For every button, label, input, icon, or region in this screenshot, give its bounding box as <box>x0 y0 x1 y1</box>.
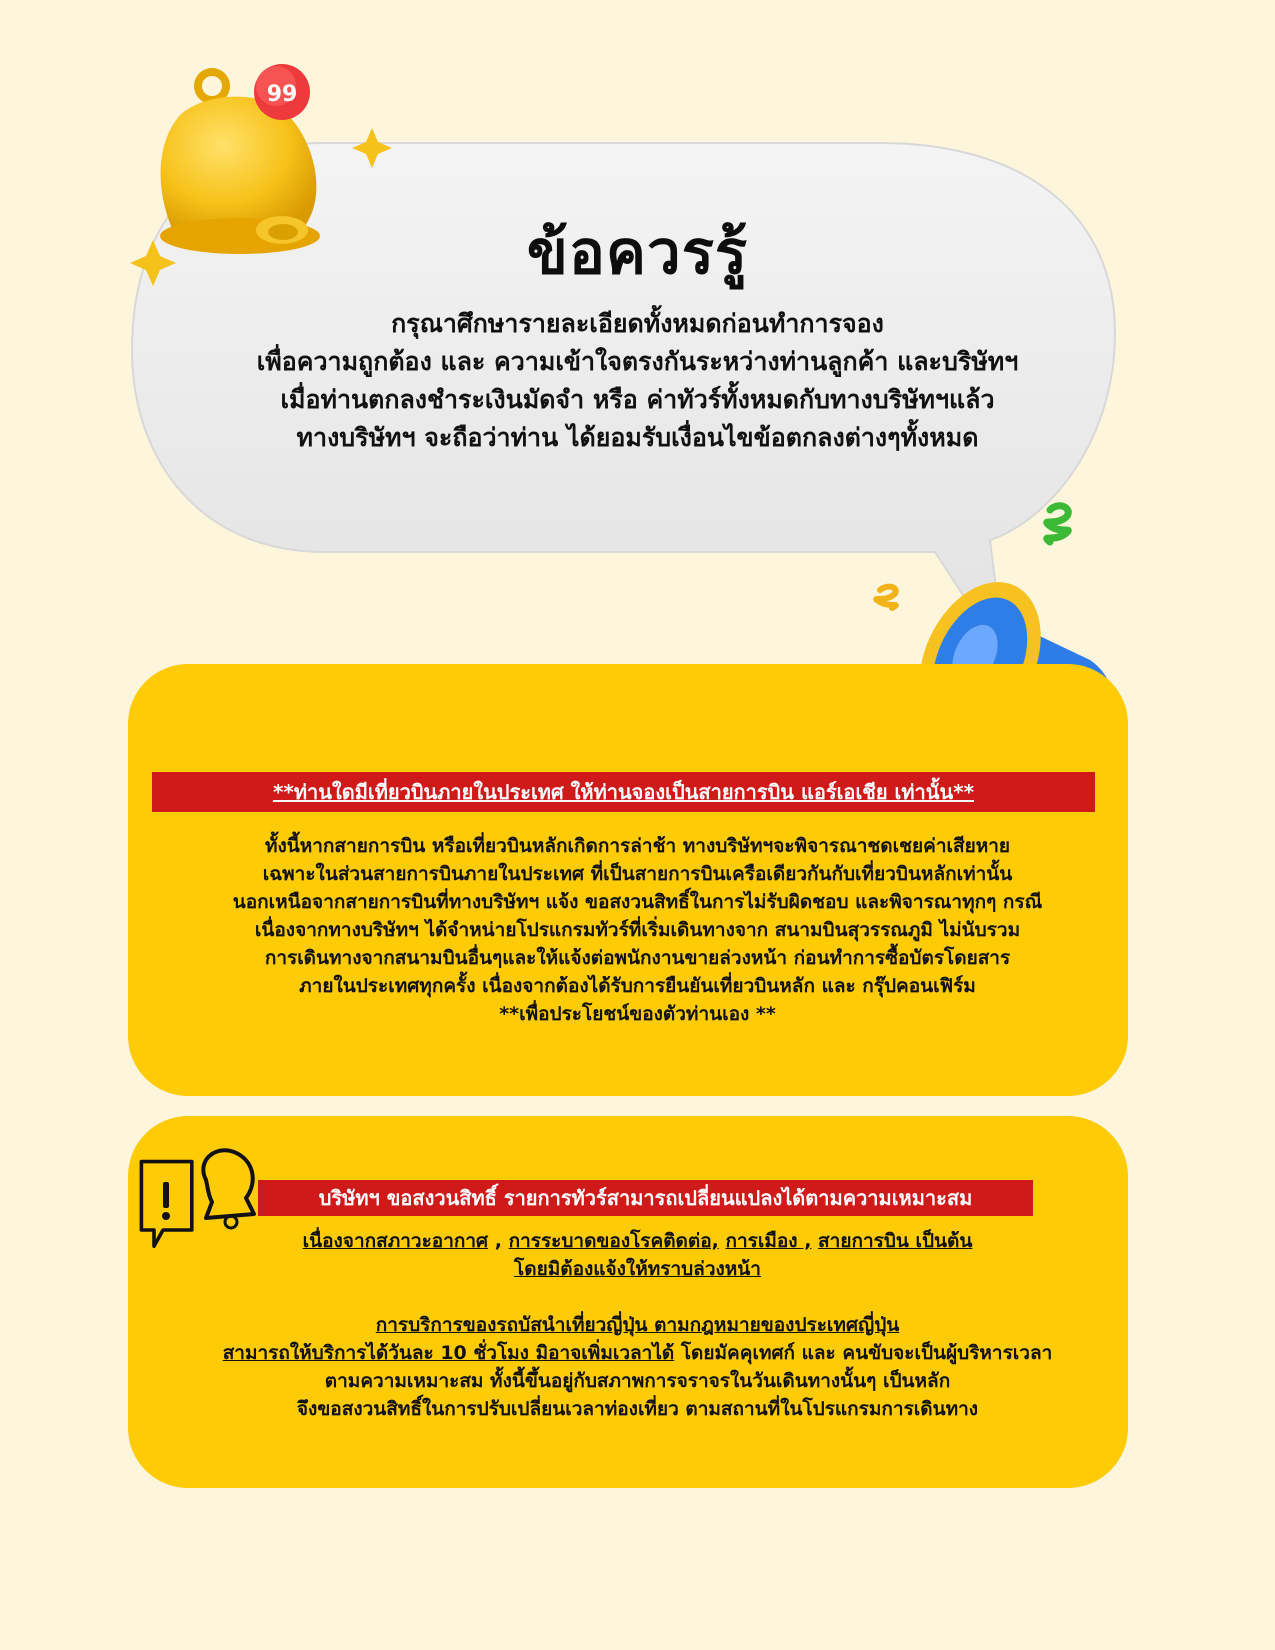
bus-line <box>130 1339 1145 1367</box>
reason-airline: สายการบิน เป็นต้น <box>818 1230 973 1252</box>
intro-line: เพื่อความถูกต้อง และ ความเข้าใจตรงกันระหว่างท่านลูกค้า และบริษัทฯ <box>256 347 1019 376</box>
text-line: เนื่องจากทางบริษัทฯ ได้จำหน่ายโปรแกรมทัวร์ที่เริ่มเดินทางจาก สนามบินสุวรรณภูมิ ไม่นับรวม <box>254 919 1021 941</box>
page-title: ข้อควรรู้ <box>526 218 749 288</box>
reason-weather: เนื่องจากสภาวะอากาศ <box>302 1230 489 1252</box>
change-rights-banner: บริษัทฯ ขอสงวนสิทธิ์ รายการทัวร์สามารถเปลี่ยนแปลงได้ตามความเหมาะสม <box>258 1180 1033 1216</box>
badge-count: 99 <box>266 82 298 107</box>
bus-hours-rest: โดยมัคคุเทศก์ และ คนขับจะเป็นผู้บริหารเวลา <box>674 1342 1053 1364</box>
text-line: **เพื่อประโยชน์ของตัวท่านเอง ** <box>499 1003 776 1025</box>
bus-line: จึงขอสงวนสิทธิ์ในการปรับเปลี่ยนเวลาท่องเที่ยว ตามสถานที่ในโปรแกรมการเดินทาง <box>296 1398 979 1420</box>
spring-decoration <box>876 587 896 608</box>
domestic-flight-text <box>130 832 1145 1028</box>
separator <box>719 1230 726 1252</box>
text-line: นอกเหนือจากสายการบินที่ทางบริษัทฯ แจ้ง ขอสงวนสิทธิ์ในการไม่รับผิดชอบ และพิจารณาทุกๆ กรณี <box>232 891 1043 913</box>
text-line: เฉพาะในส่วนสายการบินภายในประเทศ ที่เป็นสายการบินเครือเดียวกันกับเที่ยวบินหลักเท่านั้น <box>262 863 1013 885</box>
text-line: ทั้งนี้หากสายการบิน หรือเที่ยวบินหลักเกิดการล่าช้า ทางบริษัทฯจะพิจารณาชดเชยค่าเสียหาย <box>264 835 1011 857</box>
spring-decoration <box>1047 506 1069 542</box>
change-rights-text <box>130 1227 1145 1423</box>
intro-line: เมื่อท่านตกลงชำระเงินมัดจำ หรือ ค่าทัวร์ทั้งหมดกับทางบริษัทฯแล้ว <box>280 385 995 414</box>
bus-line: ตามความเหมาะสม ทั้งนี้ขึ้นอยู่กับสภาพการจราจรในวันเดินทางนั้นๆ เป็นหลัก <box>324 1370 951 1392</box>
bus-hours: สามารถให้บริการได้วันละ 10 ชั่วโมง มิอาจเพิ่มเวลาได้ <box>222 1342 675 1364</box>
reasons-line <box>130 1227 1145 1255</box>
intro-line: ทางบริษัทฯ จะถือว่าท่าน ได้ยอมรับเงื่อนไขข้อตกลงต่างๆทั้งหมด <box>296 423 979 452</box>
intro-line: กรุณาศึกษารายละเอียดทั้งหมดก่อนทำการจอง <box>391 309 884 338</box>
bus-line: การบริการของรถบัสนำเที่ยวญี่ปุ่น ตามกฎหมายของประเทศญี่ปุ่น <box>375 1314 900 1336</box>
text-line: การเดินทางจากสนามบินอื่นๆและให้แจ้งต่อพนักงานขายล่วงหน้า ก่อนทำการซื้อบัตรโดยสาร <box>264 947 1011 969</box>
no-notice-line: โดยมิต้องแจ้งให้ทราบล่วงหน้า <box>514 1258 761 1280</box>
separator: , <box>488 1230 509 1252</box>
banner-text: **ท่านใดมีเที่ยวบินภายในประเทศ ให้ท่านจองเป็นสายการบิน แอร์เอเชีย เท่านั้น** <box>272 780 975 804</box>
intro-text <box>150 305 1125 457</box>
spacer <box>130 1283 1145 1311</box>
reason-politics: การเมือง , <box>725 1230 812 1252</box>
reason-disease: การระบาดของโรคติดต่อ, <box>508 1230 719 1252</box>
domestic-flight-banner <box>152 772 1095 812</box>
text-line: ภายในประเทศทุกครั้ง เนื่องจากต้องได้รับการยืนยันเที่ยวบินหลัก และ กรุ๊ปคอนเฟิร์ม <box>299 975 976 997</box>
